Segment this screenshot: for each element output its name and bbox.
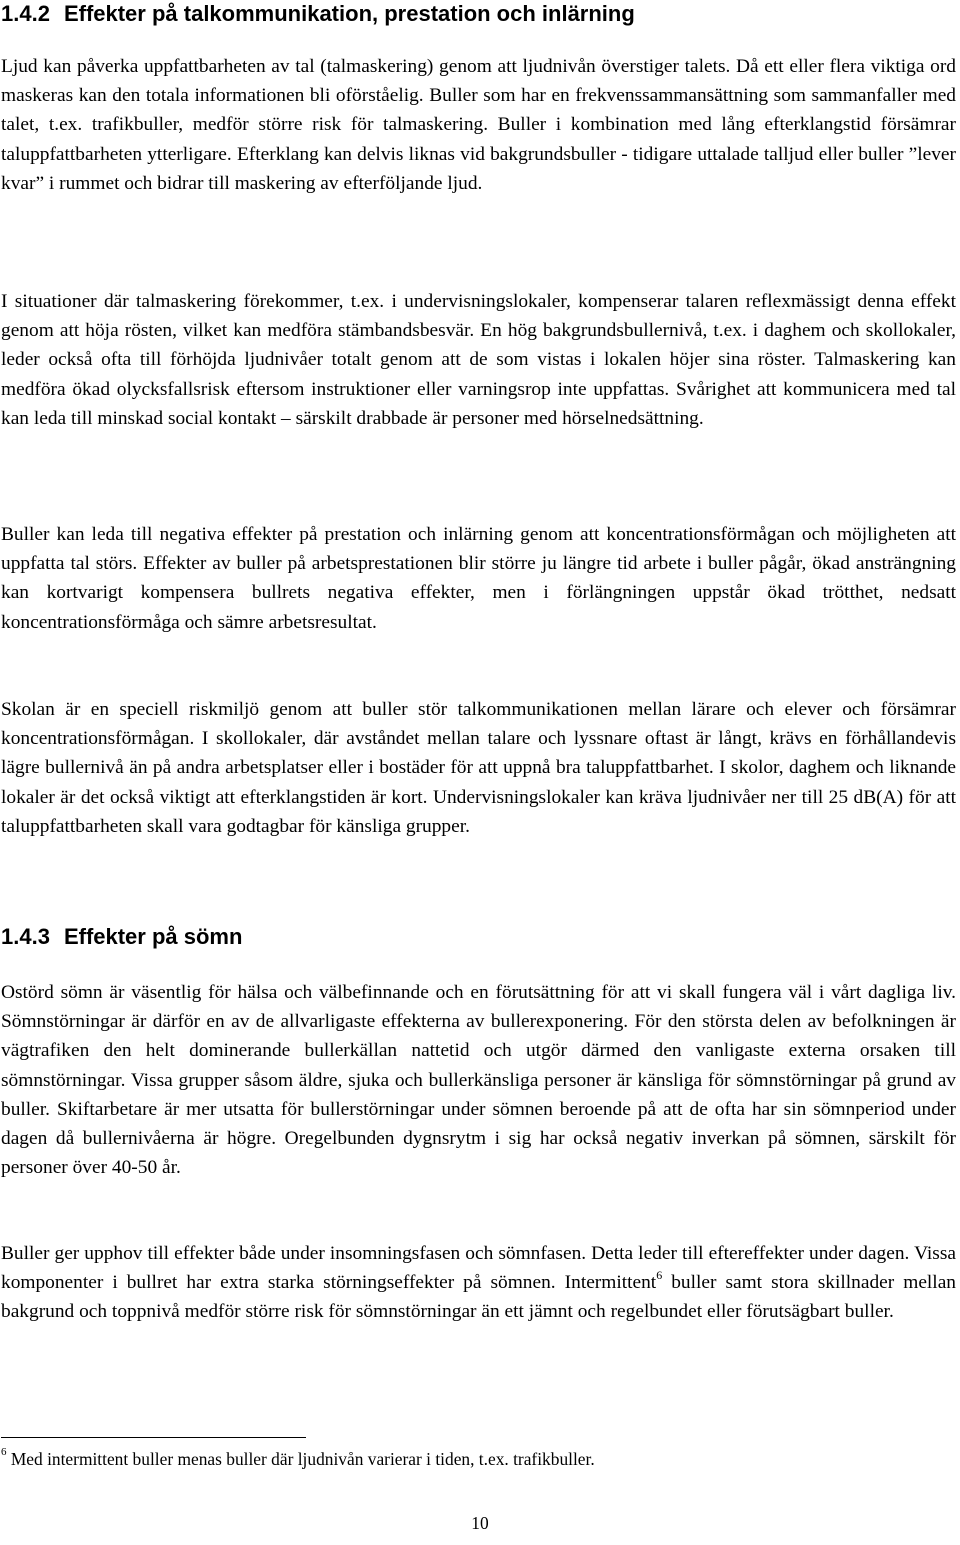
footnote bbox=[1, 1447, 595, 1471]
section-title: Effekter på talkommunikation, prestation och inlärning bbox=[63, 1, 635, 26]
paragraph-skolan: Skolan är en speciell riskmiljö genom att buller stör talkommunikationen mellan lärare och elever och försämrar koncentrationsförmågan. I skollokaler, där avståndet mellan talare och lyssnare oftast är långt, krävs en förhållandevis lägre bullernivå än på andra arbetsplatser eller i bostäder för att uppnå bra taluppfattbarhet. I skolor, daghem och liknande lokaler är det också viktigt att efterklangstiden är kort. Undervisningslokaler kan kräva ljudnivåer ner till 25 dB(A) för att taluppfattbarheten skall vara godtagbar för känsliga grupper. bbox=[1, 699, 956, 837]
paragraph-prestation: Buller kan leda till negativa effekter på prestation och inlärning genom att koncentrationsförmågan och möjligheten att uppfatta tal störs. Effekter av buller på arbetsprestationen blir större ju längre tid arbete i buller pågår, ökad ansträngning kan kortvarigt kompensera bullrets negativa effekter, men i förlängningen uppstår ökad trötthet, nedsatt koncentrationsförmåga och sämre arbetsresultat. bbox=[1, 524, 956, 633]
section-number: 1.4.2 bbox=[1, 1, 50, 26]
paragraph-talmaskering: Ljud kan påverka uppfattbarheten av tal (talmaskering) genom att ljudnivån överstiger talets. Då ett eller flera viktiga ord maskeras kan den totala informationen bli oförståelig. Buller som har en frekvenssammansättning som sammanfaller med talet, t.ex. trafikbuller, medför större risk för talmaskering. Buller i kombination med lång efterklangstid försämrar taluppfattbarheten ytterligare. Efterklang kan delvis liknas vid bakgrundsbuller - tidigare uttalade talljud eller buller ”lever kvar” i rummet och bidrar till maskering av efterföljande ljud. bbox=[1, 56, 956, 194]
footnote-reference[interactable]: 6 bbox=[656, 1267, 663, 1282]
paragraph-rostanvandning: I situationer där talmaskering förekommer, t.ex. i undervisningslokaler, kompenserar talaren reflexmässigt denna effekt genom att höja rösten, vilket kan medföra stämbandsbesvär. En hög bakgrundsbullernivå, t.ex. i daghem och skollokaler, leder också ofta till förhöjda ljudnivåer totalt genom att de som vistas i lokalen höjer sina röster. Talmaskering kan medföra ökad olycksfallsrisk eftersom instruktioner eller varningsrop inte uppfattas. Svårighet att kommunicera med tal kan leda till minskad social kontakt – särskilt drabbade är personer med hörselnedsättning. bbox=[1, 291, 956, 429]
section-title: Effekter på sömn bbox=[63, 924, 243, 949]
paragraph-somnfaser bbox=[1, 1239, 956, 1327]
footnote-marker: 6 bbox=[1, 1446, 7, 1459]
paragraph-somn: Ostörd sömn är väsentlig för hälsa och välbefinnande och en förutsättning för att vi skall fungera väl i vårt dagliga liv. Sömnstörningar är därför en av de allvarligaste effekterna av bullerexponering. För den största delen av befolkningen är vägtrafiken den helt dominerande bullerkällan nattetid och utgör därmed den vanligaste externa orsaken till sömnstörningar. Vissa grupper såsom äldre, sjuka och bullerkänsliga personer är känsliga för sömnstörningar på grund av buller. Skiftarbetare är mer utsatta för bullerstörningar under sömnen beroende på att de ofta har sin sömnperiod under dagen då bullernivåerna är högre. Oregelbunden dygnsrytm i sig har också negativ inverkan på sömnen, särskilt för personer över 40-50 år. bbox=[1, 982, 956, 1179]
section-heading-1-4-2 bbox=[1, 1, 950, 27]
paragraph-text: buller samt stora skillnader mellan bakgrund och toppnivå medför större risk för sömnstörningar än ett jämnt och regelbundet eller förutsägbart buller. bbox=[1, 1272, 956, 1323]
page-number: 10 bbox=[471, 1513, 489, 1533]
footnote-separator bbox=[1, 1437, 306, 1438]
section-heading-1-4-3 bbox=[1, 924, 950, 950]
paragraph-text: Buller ger upphov till effekter både under insomningsfasen och sömnfasen. Detta leder till eftereffekter under dagen. Vissa komponenter i bullret har extra starka störningseffekter på sömnen. Intermittent bbox=[1, 1243, 956, 1294]
footnote-text: Med intermittent buller menas buller där ljudnivån varierar i tiden, t.ex. trafikbuller. bbox=[6, 1449, 595, 1469]
section-number: 1.4.3 bbox=[1, 924, 50, 949]
